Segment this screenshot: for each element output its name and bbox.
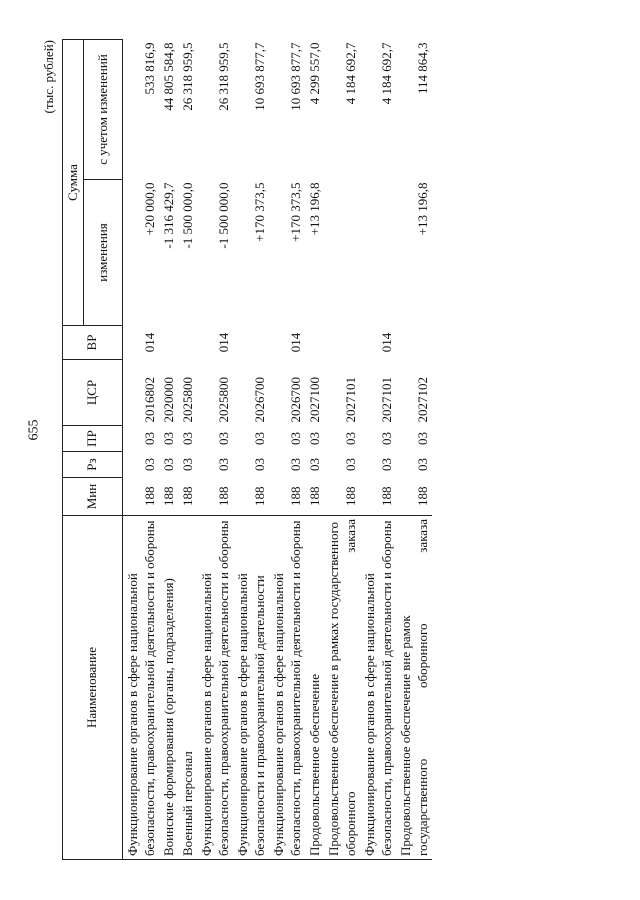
row-rz: 03 xyxy=(288,458,303,471)
row-min: 188 xyxy=(252,486,267,506)
row-total: 26 318 959,5 xyxy=(180,42,195,111)
table-row xyxy=(324,40,360,860)
row-change: -1 316 429,7 xyxy=(161,182,176,249)
row-name: Функционирование органов в сфере национальной безопасности, правоохранительной деятельности и обороны xyxy=(123,516,160,860)
table-row xyxy=(305,40,324,860)
row-total: 10 693 877,7 xyxy=(252,42,267,111)
table-row xyxy=(123,40,160,860)
row-total: 533 816,9 xyxy=(142,42,157,95)
row-rz: 03 xyxy=(216,458,231,471)
row-pr: 03 xyxy=(415,432,430,445)
row-change: +20 000,0 xyxy=(142,182,157,236)
row-name: Функционирование органов в сфере национальной безопасности, правоохранительной деятельности и обороны xyxy=(269,516,305,860)
budget-sheet xyxy=(40,40,600,860)
row-pr: 03 xyxy=(307,432,322,445)
row-pr: 03 xyxy=(379,432,394,445)
row-min: 188 xyxy=(307,486,322,506)
row-name: Продовольственное обеспечение вне рамок государственного оборонного заказа xyxy=(396,516,432,860)
row-change: +170 373,5 xyxy=(288,182,303,242)
row-csr: 2027100 xyxy=(307,377,322,423)
header-pr: ПР xyxy=(63,426,123,452)
table-row xyxy=(269,40,305,860)
row-csr: 2026700 xyxy=(252,377,267,423)
row-rz: 03 xyxy=(180,458,195,471)
row-total: 44 805 584,8 xyxy=(161,42,176,111)
header-min: Мин xyxy=(63,478,123,516)
header-change: изменения xyxy=(84,180,123,326)
row-pr: 03 xyxy=(180,432,195,445)
row-total: 4 184 692,7 xyxy=(343,42,358,105)
row-total: 10 693 877,7 xyxy=(288,42,303,111)
row-rz: 03 xyxy=(252,458,267,471)
row-vr: 014 xyxy=(379,332,394,353)
row-vr xyxy=(305,326,324,360)
table-body xyxy=(123,40,433,860)
row-csr: 2027102 xyxy=(415,377,430,423)
row-min: 188 xyxy=(415,486,430,506)
row-change: +13 196,8 xyxy=(415,182,430,236)
row-change: -1 500 000,0 xyxy=(216,182,231,249)
row-rz: 03 xyxy=(343,458,358,471)
row-min: 188 xyxy=(180,486,195,506)
row-total: 4 184 692,7 xyxy=(379,42,394,105)
row-vr xyxy=(159,326,178,360)
row-csr: 2027101 xyxy=(379,377,394,423)
row-min: 188 xyxy=(379,486,394,506)
row-pr: 03 xyxy=(343,432,358,445)
row-rz: 03 xyxy=(307,458,322,471)
row-min: 188 xyxy=(343,486,358,506)
table-row xyxy=(233,40,269,860)
row-pr: 03 xyxy=(161,432,176,445)
row-pr: 03 xyxy=(288,432,303,445)
row-pr: 03 xyxy=(252,432,267,445)
table-row xyxy=(178,40,197,860)
row-change: +13 196,8 xyxy=(307,182,322,236)
row-name: Функционирование органов в сфере национальной безопасности, правоохранительной деятельности и обороны xyxy=(197,516,233,860)
row-vr xyxy=(324,326,360,360)
row-min: 188 xyxy=(288,486,303,506)
page-number-text: 655 xyxy=(26,419,41,441)
header-name: Наименование xyxy=(63,516,123,860)
units-note: (тыс. рублей) xyxy=(41,40,56,114)
row-csr: 2025800 xyxy=(180,377,195,423)
row-name: Продовольственное обеспечение в рамках государственного оборонного заказа xyxy=(324,516,360,860)
row-csr: 2026700 xyxy=(288,377,303,423)
row-csr: 2025800 xyxy=(216,377,231,423)
header-rz: Рз xyxy=(63,452,123,478)
header-with-changes: с учетом изменений xyxy=(84,40,123,180)
row-rz: 03 xyxy=(415,458,430,471)
row-change: -1 500 000,0 xyxy=(180,182,195,249)
row-name: Функционирование органов в сфере национальной безопасности и правоохранительной деятельности xyxy=(233,516,269,860)
row-name: Продовольственное обеспечение xyxy=(305,516,324,860)
row-change: +170 373,5 xyxy=(252,182,267,242)
row-name: Воинские формирования (органы, подразделения) xyxy=(159,516,178,860)
row-total: 114 864,3 xyxy=(415,42,430,95)
header-vr: ВР xyxy=(63,326,123,360)
row-min: 188 xyxy=(161,486,176,506)
row-vr: 014 xyxy=(216,332,231,353)
table-row xyxy=(396,40,432,860)
row-vr xyxy=(178,326,197,360)
table-row xyxy=(197,40,233,860)
budget-table xyxy=(62,39,432,860)
row-csr: 2016802 xyxy=(142,377,157,423)
row-name: Военный персонал xyxy=(178,516,197,860)
row-total: 26 318 959,5 xyxy=(216,42,231,111)
row-min: 188 xyxy=(142,486,157,506)
table-row xyxy=(159,40,178,860)
row-name: Функционирование органов в сфере национальной безопасности, правоохранительной деятельности и обороны xyxy=(360,516,396,860)
header-sum: Сумма xyxy=(63,40,84,326)
row-total: 4 299 557,0 xyxy=(307,42,322,105)
table-row xyxy=(360,40,396,860)
row-vr: 014 xyxy=(142,332,157,353)
row-vr xyxy=(233,326,269,360)
row-change xyxy=(324,180,360,326)
header-csr: ЦСР xyxy=(63,360,123,426)
row-rz: 03 xyxy=(142,458,157,471)
row-csr: 2020000 xyxy=(161,377,176,423)
row-change xyxy=(360,180,396,326)
row-rz: 03 xyxy=(161,458,176,471)
row-vr: 014 xyxy=(288,332,303,353)
row-pr: 03 xyxy=(216,432,231,445)
row-min: 188 xyxy=(216,486,231,506)
row-pr: 03 xyxy=(142,432,157,445)
row-vr xyxy=(396,326,432,360)
row-csr: 2027101 xyxy=(343,377,358,423)
row-rz: 03 xyxy=(379,458,394,471)
